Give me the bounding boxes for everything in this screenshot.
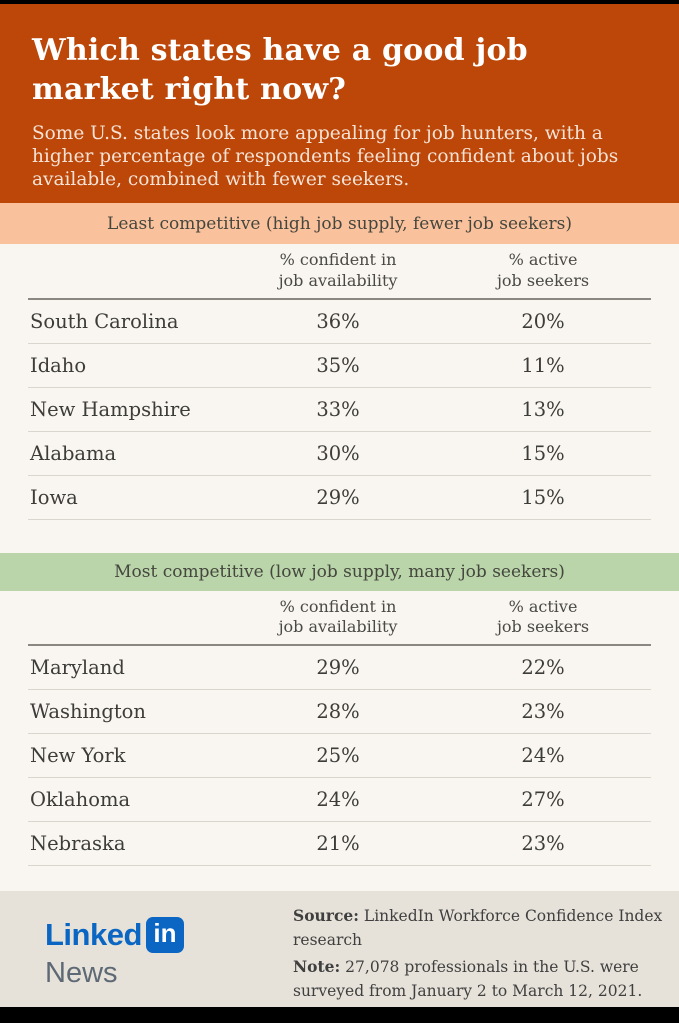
state-name: Alabama [30,441,117,465]
table-row [28,778,651,822]
page-title [32,31,645,109]
note-label: Note: [293,957,341,977]
column-header-confident: % confident in job availability [278,596,398,637]
table-row [28,300,651,344]
table-row [28,476,651,520]
seekers-value: 22% [521,656,565,680]
table-row [28,734,651,778]
seekers-value: 15% [521,441,565,465]
table-row [28,646,651,690]
most-competitive-table [28,591,651,867]
note-text: 27,078 professionals in the U.S. were surveyed from January 2 to March 12, 2021. [293,958,643,1001]
confident-value: 29% [316,485,360,509]
page-title-line-2: market right now? [32,72,347,107]
state-name: Oklahoma [30,788,131,812]
header-banner [0,4,679,203]
seekers-value: 11% [521,353,565,377]
table-row [28,388,651,432]
source-note-block [293,904,675,1003]
least-competitive-band-label: Least competitive (high job supply, fewer job seekers) [107,213,572,234]
least-competitive-table [28,244,651,520]
least-competitive-band [0,203,679,244]
seekers-value: 15% [521,485,565,509]
linkedin-news-logo [45,917,250,990]
page-subtitle-line-1: Some U.S. states look more appealing for job hunters, with a [32,123,603,144]
seekers-value: 13% [521,397,565,421]
confident-value: 36% [316,309,360,333]
note-line [293,955,675,1003]
confident-value: 28% [316,700,360,724]
column-header-seekers: % active job seekers [496,596,590,637]
column-header-confident: % confident in job availability [278,250,398,290]
state-name: South Carolina [30,309,179,333]
table-row [28,690,651,734]
most-competitive-band-label: Most competitive (low job supply, many job seekers) [114,561,565,582]
table-row [28,432,651,476]
confident-value: 30% [316,441,360,465]
news-wordmark: News [45,957,118,990]
confident-value: 25% [316,744,360,768]
source-line [293,904,675,952]
seekers-value: 23% [521,700,565,724]
table-row [28,822,651,866]
table-row [28,344,651,388]
confident-value: 33% [316,397,360,421]
state-name: New York [30,744,126,768]
page-subtitle [32,123,645,192]
linkedin-in-icon: in [146,917,184,953]
linkedin-wordmark: Linked [45,917,142,953]
confident-value: 21% [316,832,360,856]
state-name: Iowa [30,485,78,509]
page-subtitle-line-2: higher percentage of respondents feeling confident about jobs [32,145,619,167]
page-subtitle-line-3: available, combined with fewer seekers. [32,168,410,190]
source-label: Source: [293,906,359,926]
column-headers [28,244,651,300]
state-name: Washington [30,700,146,724]
seekers-value: 23% [521,832,565,856]
column-headers [28,591,651,647]
most-competitive-band [0,553,679,591]
state-name: Idaho [30,353,87,377]
page-title-line-1: Which states have a good job [32,33,528,68]
confident-value: 35% [316,353,360,377]
column-header-seekers: % active job seekers [496,250,590,290]
state-name: Maryland [30,656,125,680]
seekers-value: 20% [521,309,565,333]
confident-value: 24% [316,788,360,812]
bottom-letterbox-bar [0,1007,679,1023]
source-text: LinkedIn Workforce Confidence Index research [293,907,663,950]
footer [0,891,679,1016]
seekers-value: 24% [521,744,565,768]
state-name: Nebraska [30,832,126,856]
confident-value: 29% [316,656,360,680]
seekers-value: 27% [521,788,565,812]
state-name: New Hampshire [30,397,191,421]
